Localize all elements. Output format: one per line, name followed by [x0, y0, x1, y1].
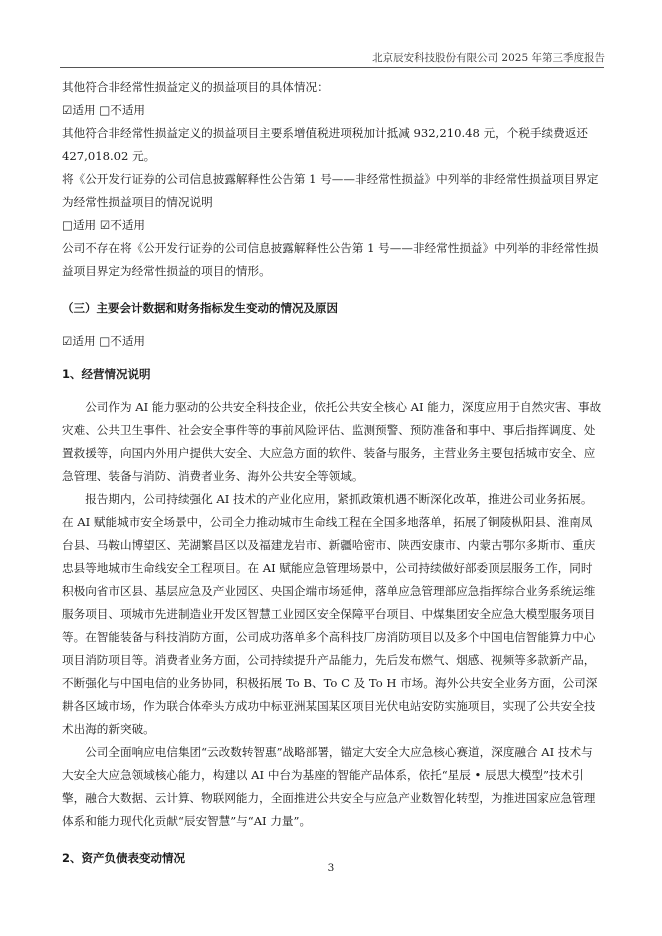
section-three-heading: （三）主要会计数据和财务指标发生变动的情况及原因	[62, 301, 338, 315]
report-header: 北京辰安科技股份有限公司 2025 年第三季度报告	[372, 52, 605, 64]
other-items-description: 其他符合非经常性损益定义的损益项目主要系增值税进项税加计抵减 932,210.48 元，个税手续费返还 427,018.02 元。	[62, 126, 588, 163]
balance-sheet-heading: 2、资产负债表变动情况	[62, 851, 186, 865]
other-items-applicability: ☑适用 □不适用	[62, 103, 146, 117]
document-body	[62, 76, 602, 870]
operations-paragraph: 公司全面响应电信集团“云改数转智惠”战略部署，锚定大安全大应急核心赛道，深度融合 AI 技术与大安全大应急领域核心能力，构建以 AI 中台为基座的智能产品体系，依托“星辰 • 辰思大模型”技术引擎，融合大数据、云计算、物联网能力，全面推进公共安全与应急产业数智化转型，为推进国家应急管理体系和能力现代化贡献“辰安智慧”与“AI 力量”。	[62, 745, 596, 828]
operations-heading: 1、经营情况说明	[62, 367, 151, 381]
announcement-heading: 将《公开发行证券的公司信息披露解释性公告第 1 号——非经常性损益》中列举的非经常性损益项目界定为经常性损益项目的情况说明	[62, 172, 599, 209]
page-number: 3	[327, 862, 335, 874]
section-three-applicability: ☑适用 □不适用	[62, 334, 146, 348]
operations-paragraph: 报告期内，公司持续强化 AI 技术的产业化应用，紧抓政策机遇不断深化改革，推进公司业务拓展。在 AI 赋能城市安全场景中，公司全力推动城市生命线工程在全国多地落单，拓展了铜陵枞阳县、淮南凤台县、马鞍山博望区、芜湖繁昌区以及福建龙岩市、新疆哈密市、陕西安康市、内蒙古鄂尔多斯市、重庆忠县等地城市生命线安全工程项目。在 AI 赋能应急管理场景中，公司持续做好部委顶层服务工作，同时积极向省市区县、基层应急及产业园区、央国企端市场延伸，落单应急管理部应急指挥综合业务系统运维服务项目、项城市先进制造业开发区智慧工业园区安全保障平台项目、中煤集团安全应急大模型服务项目等。在智能装备与科技消防方面，公司成功落单多个高科技厂房消防项目以及多个中国电信智能算力中心项目消防项目等。消费者业务方面，公司持续提升产品能力，先后发布燃气、烟感、视频等多款新产品，不断强化与中国电信的业务协同，积极拓展 To B、To C 及 To H 市场。海外公共安全业务方面，公司深耕各区域市场，作为联合体牵头方成功中标亚洲某国某区项目光伏电站安防实施项目，实现了公共安全技术出海的新突破。	[62, 492, 598, 736]
operations-paragraph: 公司作为 AI 能力驱动的公共安全科技企业，依托公共安全核心 AI 能力，深度应用于自然灾害、事故灾难、公共卫生事件、社会安全事件等的事前风险评估、监测预警、预防准备和事中、事后指挥调度、处置救援等，向国内外用户提供大安全、大应急方面的软件、装备与服务，主营业务主要包括城市安全、应急管理、装备与消防、消费者业务、海外公共安全等领域。	[62, 400, 602, 483]
other-items-heading: 其他符合非经常性损益定义的损益项目的具体情况：	[62, 80, 329, 94]
header-divider	[60, 67, 604, 68]
announcement-applicability: □适用 ☑不适用	[62, 218, 146, 232]
announcement-description: 公司不存在将《公开发行证券的公司信息披露解释性公告第 1 号——非经常性损益》中列举的非经常性损益项目界定为经常性损益的项目的情形。	[62, 241, 599, 278]
